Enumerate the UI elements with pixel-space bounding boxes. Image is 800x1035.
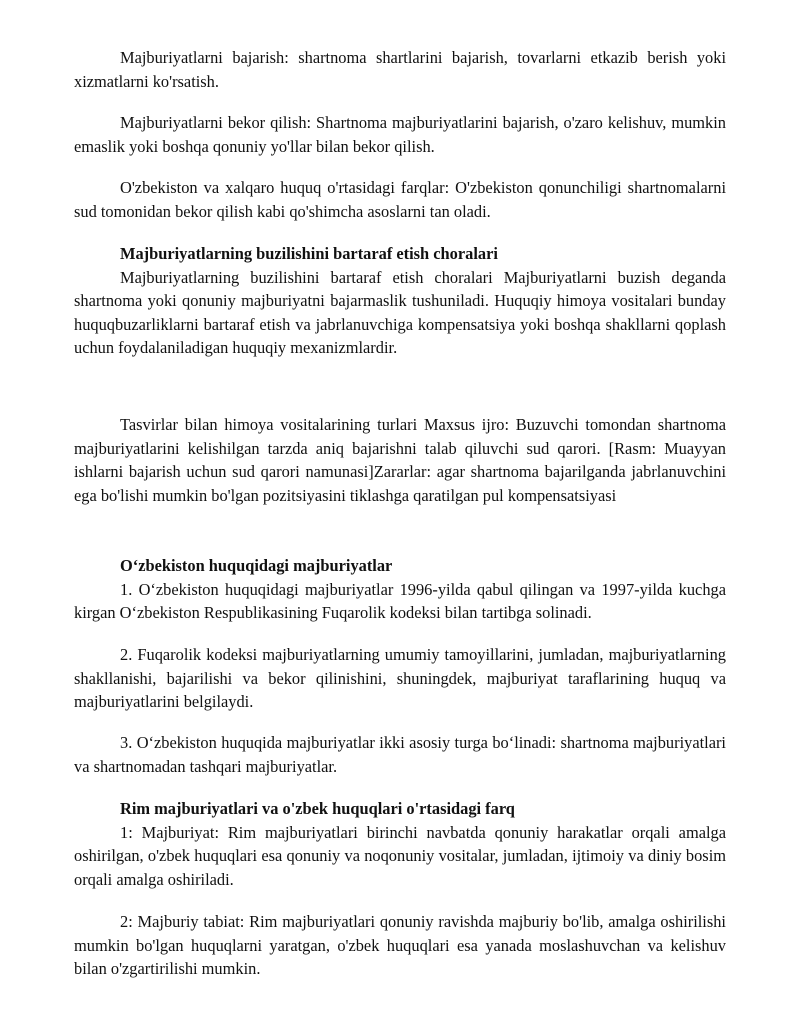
paragraph-binding-nature (74, 910, 726, 981)
paragraph-text: Majburiyatlarning buzilishini bartaraf etish choralari Majburiyatlarni buzish deganda shartnoma yoki qonuniy majburiyatni bajarmaslik tushuniladi. Huquqiy himoya vositalari bunday huquqbuzarliklarni bartaraf etish va jabrlanuvchiga kompensatsiya yoki boshqa shakllarni qoplash uchun foydalaniladigan huquqiy mexanizmlardir. (74, 267, 726, 358)
paragraph-text: Majburiyatlarni bekor qilish: Shartnoma majburiyatlarini bajarish, o'zaro kelishuv, mumkin emaslik yoki boshqa qonuniy yo'llar bilan bekor qilish. (74, 113, 726, 156)
list-item: 2. Fuqarolik kodeksi majburiyatlarning umumiy tamoyillarini, jumladan, majburiyatlarning shakllanishi, bajarilishi va bekor qilinishini, shuningdek, majburiyat taraflarining huquq va majburiyatlarini belgilaydi. (74, 645, 726, 712)
section-heading: O‘zbekiston huquqidagi majburiyatlar (120, 556, 393, 575)
paragraph-obligation-types (74, 731, 726, 778)
paragraph-civil-code (74, 643, 726, 714)
paragraph-uzbek-vs-international (74, 176, 726, 223)
section-uzbek-obligations (74, 554, 726, 625)
section-heading: Rim majburiyatlari va o'zbek huquqlari o'rtasidagi farq (120, 799, 515, 818)
list-item: 3. O‘zbekiston huquqida majburiyatlar ikki asosiy turga bo‘linadi: shartnoma majburiyatlari va shartnomadan tashqari majburiyatlar. (74, 733, 726, 776)
paragraph-text: Tasvirlar bilan himoya vositalarining turlari Maxsus ijro: Buzuvchi tomondan shartnoma majburiyatlarini kelishilgan tarzda aniq bajarishni talab qiluvchi sud qarori. [Rasm: Muayyan ishlarni bajarish uchun sud qarori namunasi]Zararlar: agar shartnoma bajarilganda jabrlanuvchini ega bo'lishi mumkin bo'lgan pozitsiyasini tiklashga qaratilgan pul kompensatsiyasi (74, 415, 726, 505)
list-item: 1. O‘zbekiston huquqidagi majburiyatlar 1996-yilda qabul qilingan va 1997-yilda kuchga kirgan O‘zbekiston Respublikasining Fuqarolik kodeksi bilan tartibga solinadi. (74, 579, 726, 623)
paragraph-obligation-performance (74, 46, 726, 93)
paragraph-obligation-termination (74, 111, 726, 158)
paragraph-text: O'zbekiston va xalqaro huquq o'rtasidagi farqlar: O'zbekiston qonunchiligi shartnomalarni sud tomonidan bekor qilish kabi qo'shimcha asoslarni tan oladi. (74, 178, 726, 221)
paragraph-remedy-types (74, 413, 726, 507)
section-remedies (74, 242, 726, 360)
paragraph-text: Majburiyatlarni bajarish: shartnoma shartlarini bajarish, tovarlarni etkazib berish yoki xizmatlarni ko'rsatish. (74, 48, 726, 91)
list-item: 1: Majburiyat: Rim majburiyatlari birinchi navbatda qonuniy harakatlar orqali amalga oshirilgan, o'zbek huquqlari esa qonuniy va noqonuniy vositalar, jumladan, ijtimoiy va diniy bosim orqali amalga oshiriladi. (74, 822, 726, 889)
section-roman-vs-uzbek (74, 797, 726, 891)
list-item: 2: Majburiy tabiat: Rim majburiyatlari qonuniy ravishda majburiy bo'lib, amalga oshirilishi mumkin bo'lgan huquqlarni yaratgan, o'zbek huquqlari esa yanada moslashuvchan va kelishuv bilan o'zgartirilishi mumkin. (74, 912, 726, 979)
section-heading: Majburiyatlarning buzilishini bartaraf etish choralari (120, 244, 498, 263)
